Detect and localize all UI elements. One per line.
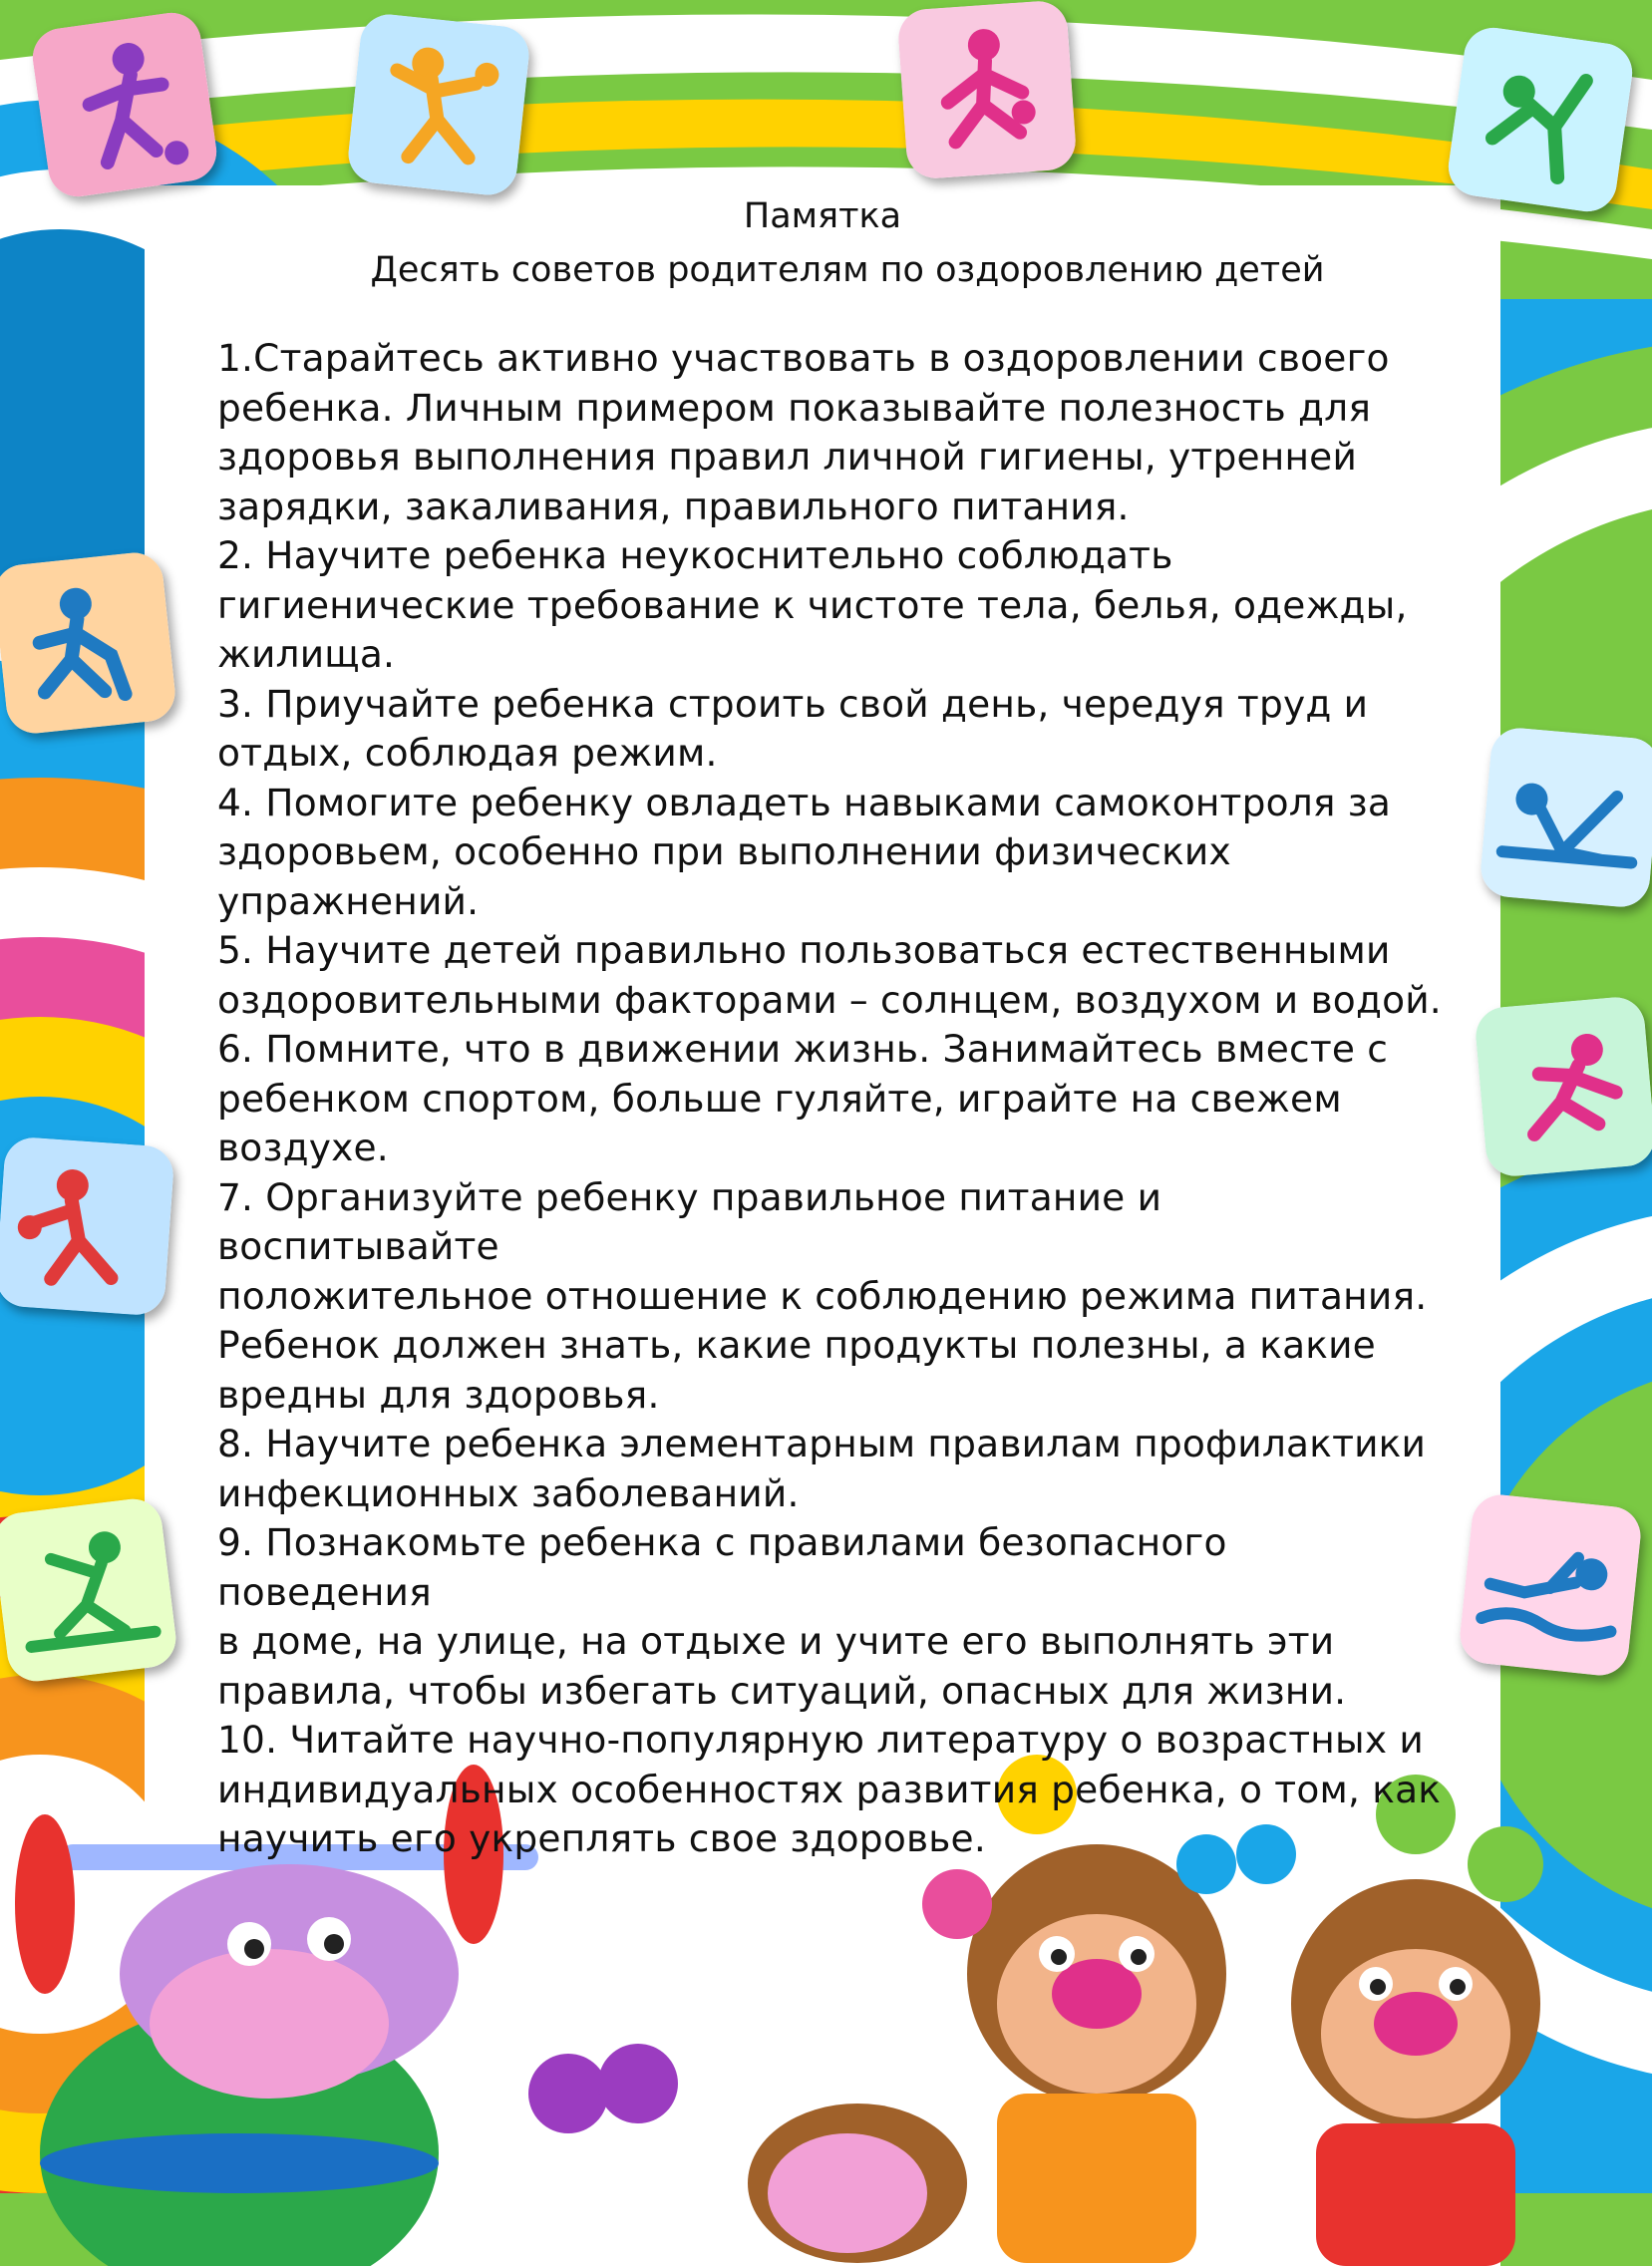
tip-item: 10. Читайте научно-популярную литературу о возрастных и индивидуальных особенностях развития ребенка, о том, как научить его укреплять свое здоровье.: [217, 1718, 1442, 1860]
tip-item: 3. Приучайте ребенка строить свой день, чередуя труд и отдых, соблюдая режим.: [217, 681, 1369, 775]
tip-item: 8. Научите ребенка элементарным правилам профилактики инфекционных заболеваний.: [217, 1422, 1427, 1515]
tip-item: 6. Помните, что в движении жизнь. Занимайтесь вместе с ребенком спортом, больше гуляйте, играйте на свежем воздухе.: [217, 1027, 1389, 1169]
skier-icon: [0, 1495, 179, 1684]
page-title: Памятка: [743, 196, 902, 236]
tips-list: [217, 334, 1444, 1864]
tip-item: 5. Научите детей правильно пользоваться естественными оздоровительными факторами – солнцем, воздухом и водой.: [217, 928, 1442, 1022]
tip-item: 2. Научите ребенка неукоснительно соблюдать гигиенические требование к чистоте тела, белья, одежды, жилища.: [217, 533, 1408, 676]
tip-item: 1.Старайтесь активно участвовать в оздоровлении своего ребенка. Личным примером показывайте полезность для здоровья выполнения правил личной гигиены, утренней зарядки, закаливания, правильного питания.: [217, 336, 1390, 528]
gymnast-icon: [1445, 24, 1636, 215]
football-player-icon: [29, 9, 220, 200]
runner-icon: [1474, 995, 1652, 1178]
tip-item: 9. Познакомьте ребенка с правилами безопасного поведения в доме, на улице, на отдыхе и учите его выполнять эти правила, чтобы избегать ситуаций, опасных для жизни.: [217, 1520, 1347, 1713]
tip-item: 7. Организуйте ребенку правильное питание и воспитывайте положительное отношение к соблюдению режима питания. Ребенок должен знать, какие продукты полезны, а какие вредны для здоровья.: [217, 1174, 1428, 1417]
volleyball-player-icon: [346, 12, 532, 198]
basketball-player-icon: [896, 0, 1077, 180]
boxer-icon: [0, 1135, 175, 1316]
hockey-player-icon: [0, 550, 177, 737]
swimmer-icon: [1458, 1492, 1644, 1679]
acrobat-icon: [1479, 726, 1652, 909]
page-subtitle: Десять советов родителям по оздоровлению детей: [370, 250, 1325, 290]
tip-item: 4. Помогите ребенку овладеть навыками самоконтроля за здоровьем, особенно при выполнении физических упражнений.: [217, 780, 1392, 923]
document-header: [145, 189, 1500, 297]
